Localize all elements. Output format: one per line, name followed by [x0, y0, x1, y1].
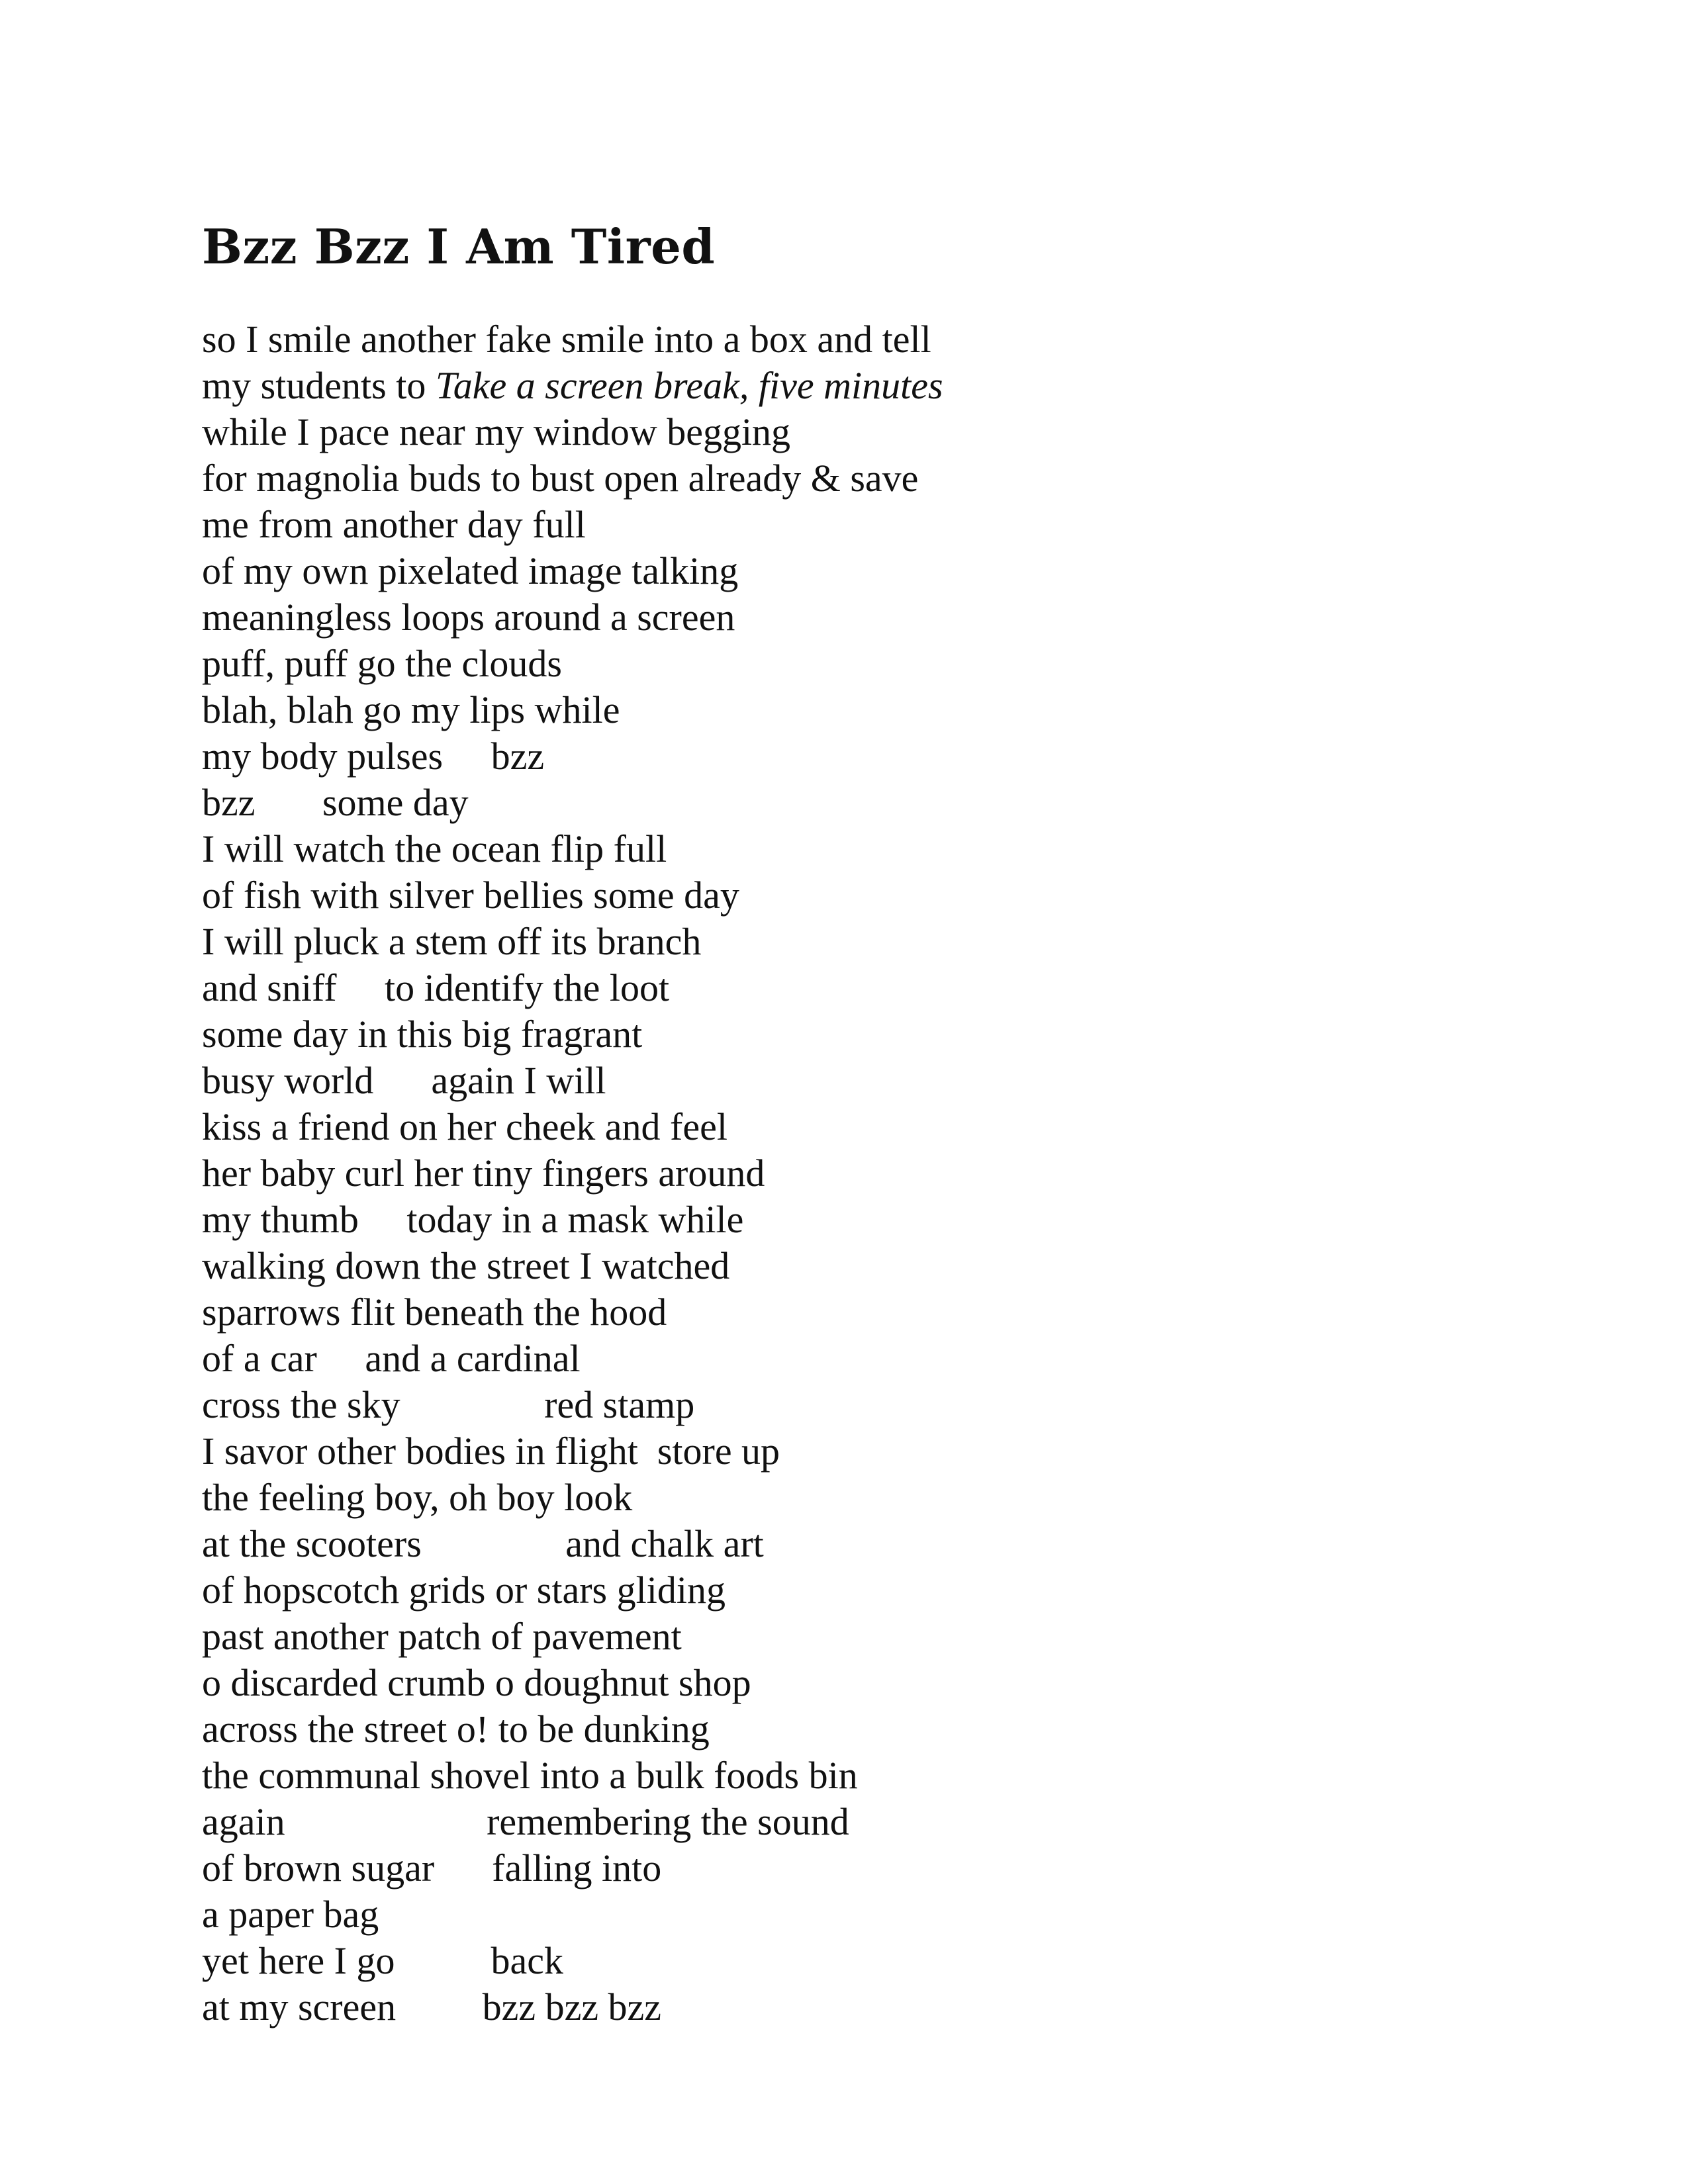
poem-line-text: yet here I go back — [202, 1939, 563, 1982]
poem-line-text: of hopscotch grids or stars gliding — [202, 1569, 726, 1612]
poem-line — [202, 316, 1526, 363]
poem-line-text: some day in this big fragrant — [202, 1013, 643, 1056]
poem-line-text: o discarded crumb o doughnut shop — [202, 1661, 751, 1704]
poem-line — [202, 1567, 1526, 1614]
poem-line-text: walking down the street I watched — [202, 1244, 730, 1287]
poem-line — [202, 919, 1526, 965]
poem-line — [202, 502, 1526, 548]
poem-title: Bzz Bzz I Am Tired — [202, 218, 716, 275]
poem-line-text: for magnolia buds to bust open already & save — [202, 457, 919, 500]
poem-line-text: again remembering the sound — [202, 1800, 849, 1843]
poem-line — [202, 826, 1526, 872]
poem-line-text: the communal shovel into a bulk foods bin — [202, 1754, 858, 1797]
poem-line-text: busy world again I will — [202, 1059, 606, 1102]
poem-line — [202, 1891, 1526, 1938]
poem-line — [202, 1614, 1526, 1660]
poem-line — [202, 1104, 1526, 1150]
poem-line-text: blah, blah go my lips while — [202, 688, 620, 731]
poem-line — [202, 1289, 1526, 1336]
poem-line-text: at my screen bzz bzz bzz — [202, 1985, 662, 2028]
poem-line — [202, 872, 1526, 919]
poem-line — [202, 1845, 1526, 1891]
poem-line-text: I will watch the ocean flip full — [202, 827, 667, 870]
poem-line — [202, 1011, 1526, 1058]
poem-line-text: bzz some day — [202, 781, 469, 824]
poem-line — [202, 1799, 1526, 1845]
poem-line — [202, 455, 1526, 502]
poem-line — [202, 1382, 1526, 1428]
poem-line — [202, 1150, 1526, 1197]
poem-line — [202, 1521, 1526, 1567]
poem-line-text: and sniff to identify the loot — [202, 966, 670, 1009]
poem-line-text: so I smile another fake smile into a box and tell — [202, 318, 931, 361]
poem-line-text: I savor other bodies in flight store up — [202, 1430, 780, 1473]
poem-line — [202, 1336, 1526, 1382]
poem-line-text: across the street o! to be dunking — [202, 1707, 710, 1751]
poem-line-text: my thumb today in a mask while — [202, 1198, 744, 1241]
poem-line-text: my body pulses bzz — [202, 735, 545, 778]
poem-line — [202, 1752, 1526, 1799]
poem-line-text: the feeling boy, oh boy look — [202, 1476, 633, 1519]
poem-line — [202, 641, 1526, 687]
poem-line — [202, 548, 1526, 594]
poem-line — [202, 733, 1526, 780]
poem-line-text: of a car and a cardinal — [202, 1337, 581, 1380]
poem-line-text: of fish with silver bellies some day — [202, 874, 739, 917]
poem-line-italic-text: Take a screen break, five minutes — [435, 364, 943, 407]
poem-line — [202, 1197, 1526, 1243]
poem-line-text: of brown sugar falling into — [202, 1846, 662, 1889]
poem-body — [202, 316, 1526, 2030]
poem-line — [202, 1428, 1526, 1475]
poem-line-text: my students to — [202, 364, 436, 407]
poem-line-text: I will pluck a stem off its branch — [202, 920, 702, 963]
poem-line-text: puff, puff go the clouds — [202, 642, 562, 685]
poem-line — [202, 687, 1526, 733]
poem-line-text: me from another day full — [202, 503, 586, 546]
poem-line-text: of my own pixelated image talking — [202, 549, 739, 592]
poem-line-text: at the scooters and chalk art — [202, 1522, 764, 1565]
poem-line — [202, 1938, 1526, 1984]
poem-line-text: meaningless loops around a screen — [202, 596, 735, 639]
poem-line-text: kiss a friend on her cheek and feel — [202, 1105, 727, 1148]
poem-line — [202, 594, 1526, 641]
poem-line-text: cross the sky red stamp — [202, 1383, 695, 1426]
poem-line-text: a paper bag — [202, 1893, 379, 1936]
poem-line — [202, 965, 1526, 1011]
poem-line — [202, 1475, 1526, 1521]
poem-line-text: while I pace near my window begging — [202, 410, 791, 453]
poem-line — [202, 1243, 1526, 1289]
poem-line — [202, 409, 1526, 455]
poem-line — [202, 780, 1526, 826]
poem-line — [202, 1660, 1526, 1706]
poem-line — [202, 1984, 1526, 2030]
poem-line-text: past another patch of pavement — [202, 1615, 682, 1658]
poem-line-text: her baby curl her tiny fingers around — [202, 1152, 765, 1195]
poem-line-text: sparrows flit beneath the hood — [202, 1291, 667, 1334]
poem-line — [202, 1706, 1526, 1752]
poem-line — [202, 1058, 1526, 1104]
poem-line — [202, 363, 1526, 409]
